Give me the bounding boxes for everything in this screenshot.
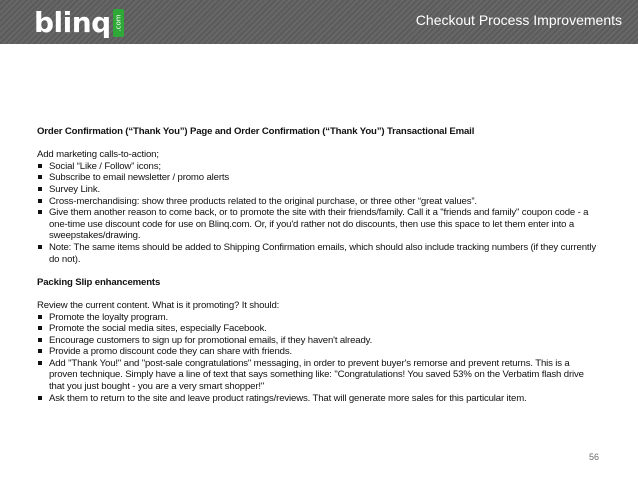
section-heading-packing-slip: Packing Slip enhancements xyxy=(37,276,161,288)
slide-body xyxy=(37,126,597,404)
page-number: 56 xyxy=(588,452,599,462)
list-item: Note: The same items should be added to Shipping Confirmation emails, which should also include tracking numbers (if they currently do not). xyxy=(37,242,597,265)
spacer xyxy=(37,265,597,277)
section-intro: Add marketing calls-to-action; xyxy=(37,149,159,161)
spacer xyxy=(37,288,597,300)
list-item: Promote the loyalty program. xyxy=(37,312,597,324)
list-item: Give them another reason to come back, or to promote the site with their friends/family. Call it a "friends and family" coupon code - a one-time use discount code for use on Blinq.com. Or, if you'd rather not do discounts, then use this space to let them enter into a sweepstakes/drawing. xyxy=(37,207,597,242)
list-item: Survey Link. xyxy=(37,184,597,196)
section-heading-order-confirmation: Order Confirmation (“Thank You”) Page and Order Confirmation (“Thank You”) Transactional Email xyxy=(37,126,475,137)
list-item: Provide a promo discount code they can share with friends. xyxy=(37,346,597,358)
list-item: Encourage customers to sign up for promotional emails, if they haven't already. xyxy=(37,335,597,347)
list-item: Ask them to return to the site and leave product ratings/reviews. That will generate more sales for this particular item. xyxy=(37,393,597,405)
logo-com-tag xyxy=(113,9,124,37)
list-item: Subscribe to email newsletter / promo alerts xyxy=(37,172,597,184)
header-bar xyxy=(0,0,638,44)
logo-wordmark: blinq xyxy=(34,6,111,39)
list-item: Promote the social media sites, especially Facebook. xyxy=(37,323,597,335)
slide-title: Checkout Process Improvements xyxy=(415,12,622,28)
bullet-list-order-confirmation xyxy=(37,161,597,265)
section-intro: Review the current content. What is it promoting? It should: xyxy=(37,299,280,311)
spacer xyxy=(37,138,597,150)
list-item: Cross-merchandising: show three products related to the original purchase, or three other “great values”. xyxy=(37,196,597,208)
bullet-list-packing-slip xyxy=(37,312,597,405)
logo-com-text: .com xyxy=(114,14,123,32)
blinq-logo xyxy=(34,4,124,38)
list-item: Add "Thank You!" and "post-sale congratulations" messaging, in order to prevent buyer's remorse and prevent returns. This is a proven technique. Simply have a line of text that says something like: "Congratulations! You saved 53% on the Verbatim flash drive that you just bought - you are a very smart shopper!" xyxy=(37,358,597,393)
list-item: Social “Like / Follow” icons; xyxy=(37,161,597,173)
